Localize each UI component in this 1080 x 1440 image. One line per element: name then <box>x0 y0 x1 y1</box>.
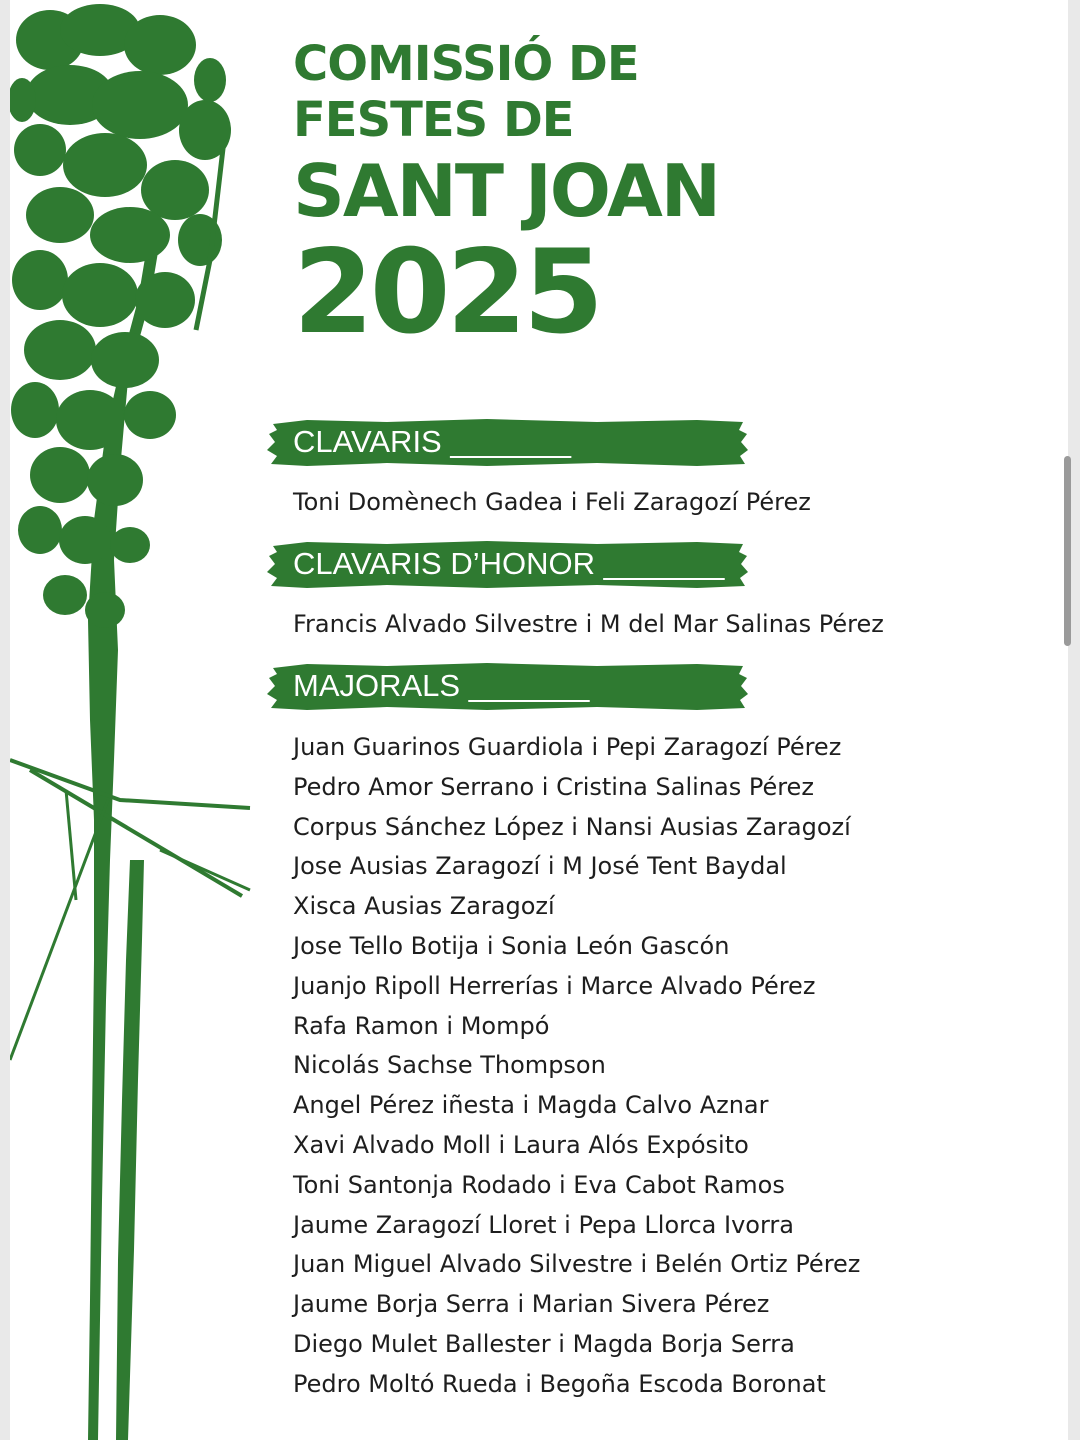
title-line-3: SANT JOAN <box>293 149 720 233</box>
list-item: Juan Guarinos Guardiola i Pepi Zaragozí Pérez <box>293 733 842 761</box>
member-clavaris: Toni Domènech Gadea i Feli Zaragozí Pérez <box>293 488 811 516</box>
section-banner-clavaris <box>267 416 749 468</box>
section-banner-majorals <box>267 660 749 712</box>
list-item: Toni Santonja Rodado i Eva Cabot Ramos <box>293 1170 785 1199</box>
list-item: Juanjo Ripoll Herrerías i Marce Alvado Pérez <box>293 971 816 1000</box>
list-item: Angel Pérez iñesta i Magda Calvo Aznar <box>293 1091 769 1120</box>
scrollbar-thumb[interactable] <box>1064 456 1071 646</box>
list-item: Nicolás Sachse Thompson <box>293 1051 606 1080</box>
list-item: Juan Miguel Alvado Silvestre i Belén Ortiz Pérez <box>293 1250 861 1279</box>
member-clavaris-honor: Francis Alvado Silvestre i M del Mar Salinas Pérez <box>293 610 884 638</box>
list-item: Jose Ausias Zaragozí i M José Tent Baydal <box>293 852 787 881</box>
list-item: Xisca Ausias Zaragozí <box>293 892 555 921</box>
section-banner-clavaris-honor <box>267 538 749 590</box>
list-item: Rafa Ramon i Mompó <box>293 1011 550 1040</box>
poster-page <box>10 0 1068 1440</box>
list-item: Xavi Alvado Moll i Laura Alós Expósito <box>293 1130 749 1159</box>
title-line-1: COMISSIÓ DE <box>293 36 639 92</box>
section-title-clavaris-honor: CLAVARIS D’HONOR _______ <box>293 546 725 581</box>
majorals-list <box>293 730 860 1407</box>
list-item: Pedro Amor Serrano i Cristina Salinas Pérez <box>293 772 814 801</box>
list-item: Corpus Sánchez López i Nansi Ausias Zaragozí <box>293 812 851 841</box>
title-line-2: FESTES DE <box>293 92 574 148</box>
title-year: 2025 <box>293 225 600 360</box>
list-item: Pedro Moltó Rueda i Begoña Escoda Boronat <box>293 1369 826 1398</box>
list-item: Jose Tello Botija i Sonia León Gascón <box>293 931 730 960</box>
list-item: Diego Mulet Ballester i Magda Borja Serra <box>293 1329 795 1358</box>
list-item: Jaume Zaragozí Lloret i Pepa Llorca Ivorra <box>293 1210 794 1239</box>
section-title-clavaris: CLAVARIS _______ <box>293 424 572 459</box>
section-title-majorals: MAJORALS _______ <box>293 668 590 703</box>
tree-illustration <box>10 0 270 1440</box>
list-item: Jaume Borja Serra i Marian Sivera Pérez <box>293 1290 770 1319</box>
